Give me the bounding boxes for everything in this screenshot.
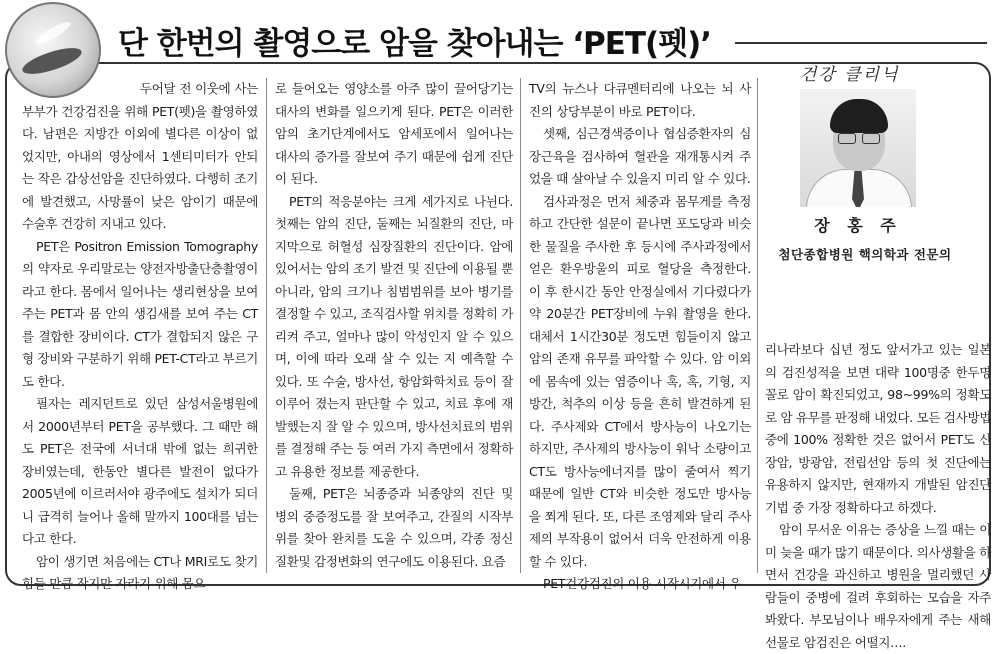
column-divider xyxy=(266,78,267,573)
paragraph: 로 들어오는 영양소를 아주 많이 끌어당기는 대사의 변화를 일으키게 된다. PET은 이러한 암의 초기단계에서도 암세포에서 일어나는 대사의 증가를 잘보여 주기 때문에 쉽게 진단이 된다. xyxy=(275,81,513,186)
column-tag: 건강 클리닉 xyxy=(800,65,900,85)
paragraph: 둘째, PET은 뇌종증과 뇌종양의 진단 및 병의 중증정도를 잘 보여주고, 간질의 시작부위를 찾아 완치를 도울 수 있으며, 각종 정신질환및 감정변화의 연구에도 이용된다. 요즘 xyxy=(275,486,513,569)
paragraph: 암이 무서운 이유는 증상을 느낄 때는 이미 늦을 때가 많기 때문이다. 의사생활을 하면서 건강을 과신하고 병원을 멀리했던 사람들이 중병에 걸려 후회하는 모습을 자주 봐왔다. 부모님이나 배우자에게 주는 새해 선물로 암검진은 어떨지…. xyxy=(765,522,991,650)
author-affiliation: 첨단종합병원 핵의학과 전문의 xyxy=(778,247,952,262)
paragraph: 두어달 전 이웃에 사는 부부가 건강검진을 위해 PET(펫)을 촬영하였다. 남편은 지방간 이외에 별다른 이상이 없었지만, 아내의 영상에서 1센티미터가 안되는 작은 갑상선암을 진단하였다. 다행히 조기에 발견했고, 사망률이 낮은 암이기 때문에 수술후 건강히 지내고 있다. xyxy=(22,81,258,231)
paragraph: 필자는 레지던트로 있던 삼성서울병원에서 2000년부터 PET을 공부했다. 그 때만 해도 PET은 전국에 서너대 밖에 없는 희귀한 장비였는데, 한동안 별다른 발전이 없다가 2005년에 이르러서야 광주에도 설치가 되더니 급격히 늘어나 올해 말까지 100대를 넘는다고 한다. xyxy=(22,396,258,546)
paragraph: PET의 적응분야는 크게 세가지로 나뉜다. 첫째는 암의 진단, 둘째는 뇌질환의 진단, 마지막으로 허혈성 심장질환의 진단이다. 암에 있어서는 암의 조기 발견 및 진단에 이용될 뿐 아니라, 암의 크기나 침범범위를 보아 병기를 결정할 수 있고, 조직검사할 위치를 정확히 가리켜 주고, 얼마나 많이 악성인지 알 수 있으며, 이에 따라 오래 살 수 있는 지 예측할 수 있다. 또 수술, 방사선, 항암화학치료 등이 잘 이루어 졌는지 판단할 수 있고, 치료 후에 재발했는지 잘 알 수 있으며, 방사선치료의 범위를 결정해 주는 등 여러 가지 측면에서 정확하고 유용한 정보를 제공한다. xyxy=(275,193,513,479)
paragraph: PET건강검진의 이용 시작시기에서 우 xyxy=(543,576,742,591)
headline: 단 한번의 촬영으로 암을 찾아내는 ‘PET(펫)’ xyxy=(118,26,712,62)
article-column-1 xyxy=(22,78,258,596)
paragraph: TV의 뉴스나 다큐멘터리에 나오는 뇌 사진의 상당부분이 바로 PET이다. xyxy=(529,81,751,119)
paragraph: 셋째, 심근경색증이나 협심증환자의 심장근육을 검사하여 혈관을 재개통시켜 주었을 때 살아날 수 있을지 미리 알 수 있다. xyxy=(529,126,751,186)
author-name: 장 홍 주 xyxy=(814,216,902,235)
header-rule xyxy=(735,42,987,44)
article-column-2 xyxy=(275,78,513,573)
article-column-3 xyxy=(529,78,751,596)
paragraph: 리나라보다 십년 정도 앞서가고 있는 일본의 검진성적을 보면 대략 100명중 한두명 꼴로 암이 확진되었고, 98~99%의 정확도로 암 유무를 판정해 내었다. 모든 검사방법 중에 100% 정확한 것은 없어서 PET도 신장암, 방광암, 전립선암 등의 첫 진단에는 유용하지 않지만, 현재까지 개발된 암진단기법 중 가장 정확하다고 하겠다. xyxy=(765,342,991,515)
paragraph: 검사과정은 먼저 체중과 몸무게를 측정하고 간단한 설문이 끝나면 포도당과 비슷한 물질을 주사한 후 등시에 주사과정에서 얻은 환우방울의 피로 혈당을 측정한다. 이 후 한시간 동안 안정실에서 기다렸다가 약 20분간 PET장비에 누워 촬영을 한다. 대체서 1시간30분 정도면 힘들이지 않고 암의 존재 유무를 파악할 수 있다. 암 이외에 몸속에 있는 염증이나 혹, 혹, 기형, 지방간, 척추의 이상 등을 흔히 발견하게 된다. 주사제와 CT에서 방사능이 나오기는 하지만, 주사제의 방사능이 워낙 소량이고 CT도 방사능에너지를 많이 줄여서 찍기 때문에 일반 CT와 비슷한 정도만 방사능을 쬐게 된다. 또, 다른 조영제와 달리 주사제의 부작용이 없어서 더욱 안전하게 이용할 수 있다. xyxy=(529,193,751,569)
column-divider xyxy=(520,78,521,573)
article-column-4 xyxy=(765,339,991,654)
paragraph: 암이 생기면 처음에는 CT나 MRI로도 찾기 힘들 만큼 작지만 자라기 위해 몸으 xyxy=(22,553,258,591)
author-photo xyxy=(800,89,916,207)
column-divider xyxy=(757,78,758,573)
paragraph: PET은 Positron Emission Tomography의 약자로 우리말로는 양전자방출단층촬영이라고 한다. 몸에서 일어나는 생리현상을 보여 주는 PET과 몸 안의 생김새를 보여 주는 CT를 결합한 장비이다. CT가 결합되지 않은 구형 장비와 구분하기 위해 PET-CT라고 부르기도 한다. xyxy=(22,238,258,389)
